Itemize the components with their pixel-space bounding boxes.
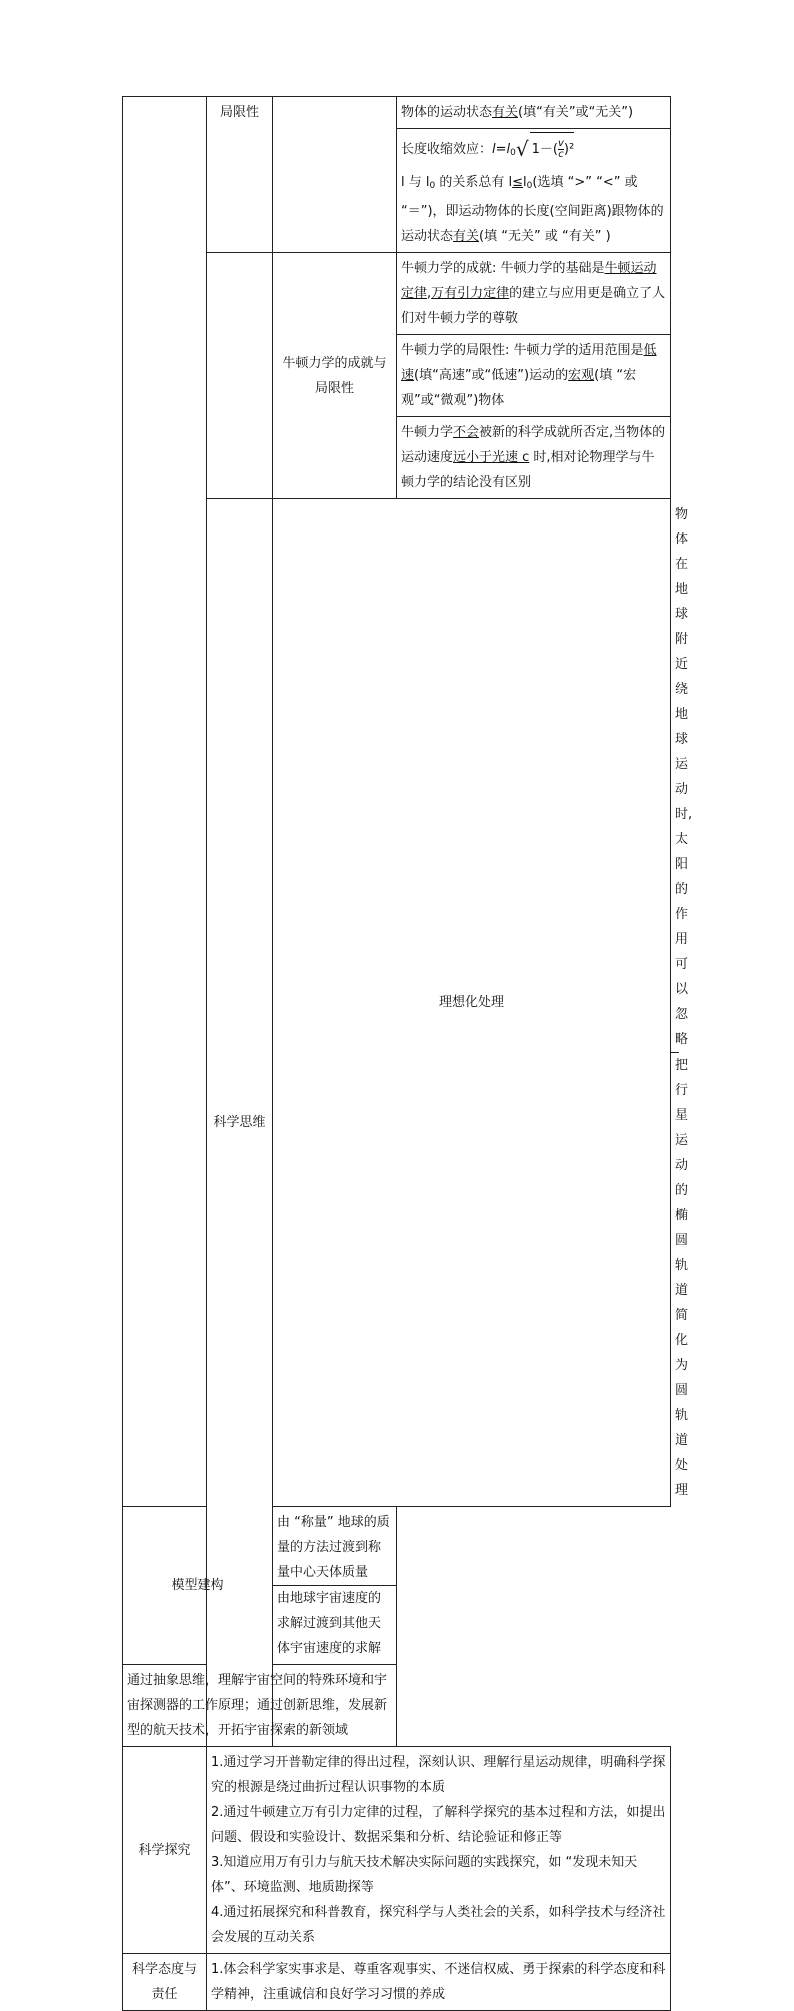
thinking-label: 科学思维 xyxy=(207,499,273,1747)
inquiry-item: 1.通过学习开普勒定律的得出过程，深刻认识、理解行星运动规律，明确科学探究的根源是绕过曲折过程认识事物的本质 xyxy=(211,1755,666,1795)
answer-le: ≤ xyxy=(512,175,524,190)
newton-limit-cell: 牛顿力学的局限性: 牛顿力学的适用范围是低速(填“高速”或“低速”)运动的宏观(填 “宏观”或“微观”)物体 xyxy=(397,335,671,417)
answer-related-2: 有关 xyxy=(453,229,480,244)
abstract-cell: 通过抽象思维，理解宇宙空间的特殊环境和宇宙探测器的工作原理；通过创新思维，发展新型的航天技术，开拓宇宙探索的新领域 xyxy=(123,1665,397,1747)
empty-cell xyxy=(273,97,397,253)
attitude-cell: 1.体会科学家实事求是、尊重客观事实、不迷信权威、勇于探索的科学态度和科学精神，注重诚信和良好学习习惯的养成 xyxy=(207,1954,671,2011)
inquiry-item: 2.通过牛顿建立万有引力定律的过程，了解科学探究的基本过程和方法，如提出问题、假设和实验设计、数据采集和分析、结论验证和修正等 xyxy=(211,1805,666,1845)
newton-label: 牛顿力学的成就与局限性 xyxy=(273,253,397,499)
length-relation: l 与 $l_0$ 的关系总有 $l\le l_0$(选填 “>” “<” 或 “＝”)，即运动物体的长度(空间距离)跟物体的运动状态有关(填 “无关” 或 “有关” ) xyxy=(401,175,664,244)
newton-relation-cell: 牛顿力学不会被新的科学成就所否定,当物体的运动速度远小于光速 c 时,相对论物理学与牛顿力学的结论没有区别 xyxy=(397,417,671,499)
inquiry-cell xyxy=(207,1747,671,1954)
empty-category-cell xyxy=(123,97,207,1507)
length-formula: 长度收缩效应：$l=l_0√$ 1－( $\frac{v}{c}$ )² xyxy=(401,132,666,170)
model-label: 模型建构 xyxy=(123,1507,273,1665)
inquiry-item: 4.通过拓展探究和科普教育，探究科学与人类社会的关系，如科学技术与经济社会发展的互动关系 xyxy=(211,1905,666,1945)
ideal-label: 理想化处理 xyxy=(273,499,671,1507)
answer-related: 有关 xyxy=(492,105,519,120)
newton-achieve-cell: 牛顿力学的成就: 牛顿力学的基础是牛顿运动定律,万有引力定律的建立与应用更是确立了人们对牛顿力学的尊敬 xyxy=(397,253,671,335)
v-over-c-fraction: $\frac{v}{c}$ xyxy=(558,138,564,160)
inquiry-item: 3.知道应用万有引力与航天技术解决实际问题的实践探究，如 “发现未知天体”、环境监测、地质勘探等 xyxy=(211,1855,638,1895)
sqrt-icon: √ xyxy=(515,137,529,161)
curriculum-table: 局限性 物体的运动状态有关(填“有关”或“无关”) 长度收缩效应：$l=l_0√$ 1－( $\frac{v}{c}$ )² l 与 $l_0$ 的关系总有 $l\le l_0$(选填 “>” “<” 或 “＝”)，即运动物体的长度(空间距离)跟物体的运动状态有关(填 “无关” 或 “有关” ) 牛顿力学的成就与局限性 牛顿力学的成就: 牛顿力学的基础是牛顿运动定律,万有引力定律的建立与应用更是确立了人们对牛顿力学的尊敬 牛顿力学的局限性: 牛顿力学的适用范围是低速(填“高速”或“低速”)运动的宏观(填 “宏观”或“微观”)物体 牛顿力学不会被新的科学成就所否定,当物体的运动速度远小于光速 c 时,相对论物理学与牛顿力学的结论没有区别 科学思维 理想化处理 物体在地球附近绕地球运动时,太阳的作用可以忽略 把行星运动的椭圆轨道简化为圆轨道处理 模型建构 由 “称量” 地球的质量的方法过渡到称量中心天体质量 由地球宇宙速度的求解过渡到其他天体宇宙速度的求解 通过抽象思维，理解宇宙空间的特殊环境和宇宙探测器的工作原理；通过创新思维，发展新型的航天技术，开拓宇宙探索的新领域 科学探究 1.通过学习开普勒定律的得出过程，深刻认识、理解行星运动规律，明确科学探究的根源是绕过曲折过程认识事物的本质 2.通过牛顿建立万有引力定律的过程，了解科学探究的基本过程和方法，如提出问题、假设和实验设计、数据采集和分析、结论验证和修正等 3.知道应用万有引力与航天技术解决实际问题的实践探究，如 “发现未知天体”、环境监测、地质勘探等 4.通过拓展探究和科普教育，探究科学与人类社会的关系，如科学技术与经济社会发展的互动关系 科学态度与责任 1.体会科学家实事求是、尊重客观事实、不迷信权威、勇于探索的科学态度和科学精神，注重诚信和良好学习习惯的养成 xyxy=(122,96,671,2011)
length-contraction-cell xyxy=(397,129,671,253)
limit-label: 局限性 xyxy=(207,97,273,253)
empty-cell-2 xyxy=(207,253,273,499)
model-cell: 由 “称量” 地球的质量的方法过渡到称量中心天体质量 由地球宇宙速度的求解过渡到其他天体宇宙速度的求解 xyxy=(273,1507,397,1665)
attitude-label: 科学态度与责任 xyxy=(123,1954,207,2011)
inquiry-label: 科学探究 xyxy=(123,1747,207,1954)
motion-state-cell: 物体的运动状态有关(填“有关”或“无关”) xyxy=(397,97,671,129)
